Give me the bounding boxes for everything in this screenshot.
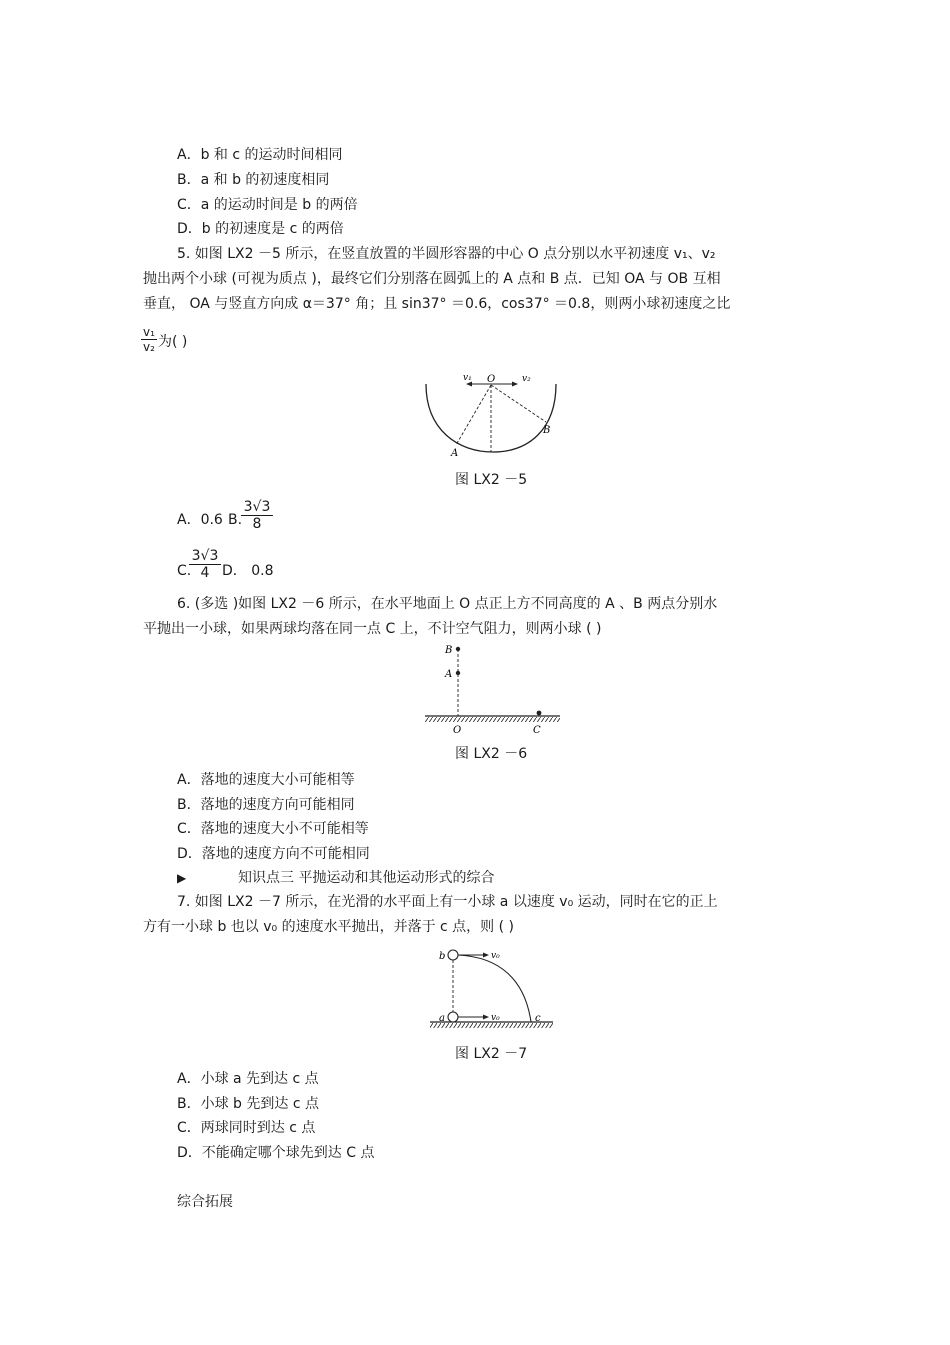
line-ob [491,385,546,422]
q6-option-d: D．落地的速度方向不可能相同 [177,846,370,862]
q5-option-c-numerator: 3√3 [191,548,219,564]
section-title: 知识点三 平抛运动和其他运动形式的综合 [238,870,495,886]
line-oa [456,385,491,445]
label-v0-top: v₀ [491,951,500,961]
q7-stem-line-1: 7. 如图 LX2 －7 所示，在光滑的水平面上有一小球 a 以速度 v₀ 运动，同时在它的正上 [177,894,718,910]
figure-caption-lx2-5: 图 LX2 －5 [455,472,528,488]
ball-a [448,1012,458,1022]
arrowhead-bottom [483,1015,489,1020]
q7-option-a: A．小球 a 先到达 c 点 [177,1071,319,1087]
q6-stem-line-1: 6. (多选 )如图 LX2 －6 所示，在水平地面上 O 点正上方不同高度的 A 、B 两点分别水 [177,596,718,612]
figure-lx2-5 [418,370,578,460]
q5-option-b-numerator: 3√3 [243,499,271,515]
q7-stem-line-2: 方有一小球 b 也以 v₀ 的速度水平抛出，并落于 c 点，则 ( ) [143,919,515,935]
q5-stem-line-1: 5. 如图 LX2 －5 所示，在竖直放置的半圆形容器的中心 O 点分别以水平初速度 v₁、v₂ [177,246,716,262]
figure-caption-lx2-6: 图 LX2 －6 [455,746,528,762]
figure-lx2-6 [420,640,565,735]
q7-option-d: D．不能确定哪个球先到达 C 点 [177,1145,375,1161]
q6-option-b: B．落地的速度方向可能相同 [177,797,355,813]
figure-caption-lx2-7: 图 LX2 －7 [455,1046,528,1062]
q6-option-a: A．落地的速度大小可能相等 [177,772,355,788]
q4-option-d: D．b 的初速度是 c 的两倍 [177,221,344,237]
figure-lx2-7 [425,945,560,1033]
q6-option-c: C．落地的速度大小不可能相等 [177,821,369,837]
q4-option-c: C．a 的运动时间是 b 的两倍 [177,197,358,213]
q7-option-c: C．两球同时到达 c 点 [177,1120,316,1136]
label-o: O [453,725,462,735]
q4-option-b: B．a 和 b 的初速度相同 [177,172,330,188]
q5-ratio-tail: 为( ) [158,334,188,350]
label-a: a [439,1013,445,1024]
label-b: B [543,425,551,436]
q5-ratio-denominator: v₂ [141,339,157,354]
q5-option-b-prefix: B. [228,512,243,528]
q6-stem-line-2: 平抛出一小球，如果两球均落在同一点 C 上，不计空气阻力，则两小球 ( ) [143,621,602,637]
arrowhead-top [483,953,489,958]
label-v2: v₂ [522,374,531,384]
section-heading-comprehensive: 综合拓展 [177,1194,233,1210]
q7-option-b: B．小球 b 先到达 c 点 [177,1096,319,1112]
q5-ratio-fraction [141,325,157,354]
point-a [456,671,460,675]
label-a: A [445,669,453,680]
q5-stem-line-3: 垂直， OA 与竖直方向成 α＝37° 角；且 sin37° ＝0.6，cos37° ＝0.8，则两小球初速度之比 [143,296,731,312]
section-bullet-icon: ▶ [177,871,187,885]
label-o: O [487,374,496,385]
q5-option-b-denominator: 8 [241,515,273,532]
q5-option-c-fraction [189,548,221,581]
label-v0-bottom: v₀ [491,1013,500,1023]
label-b: b [439,951,446,962]
q5-stem-line-2: 抛出两个小球 (可视为质点 )，最终它们分别落在圆弧上的 A 点和 B 点．已知 OA 与 OB 互相 [143,271,721,287]
label-b: B [445,645,453,656]
label-v1: v₁ [463,373,472,383]
point-b [456,647,460,651]
ground-hatch [425,717,560,722]
q5-option-c-prefix: C. [177,563,192,579]
q5-option-b-fraction [241,499,273,532]
label-a: A [451,448,459,459]
point-c [537,711,542,716]
q5-option-a: A．0.6 [177,512,223,528]
q4-option-a: A．b 和 c 的运动时间相同 [177,147,343,163]
label-c: c [535,1013,541,1024]
ball-b [448,950,458,960]
q5-option-d: D． 0.8 [222,563,274,579]
arrowhead-right [512,382,518,387]
label-c: C [533,725,541,735]
trajectory-curve [458,955,531,1022]
q5-option-c-denominator: 4 [189,564,221,581]
q5-ratio-numerator: v₁ [143,325,155,339]
